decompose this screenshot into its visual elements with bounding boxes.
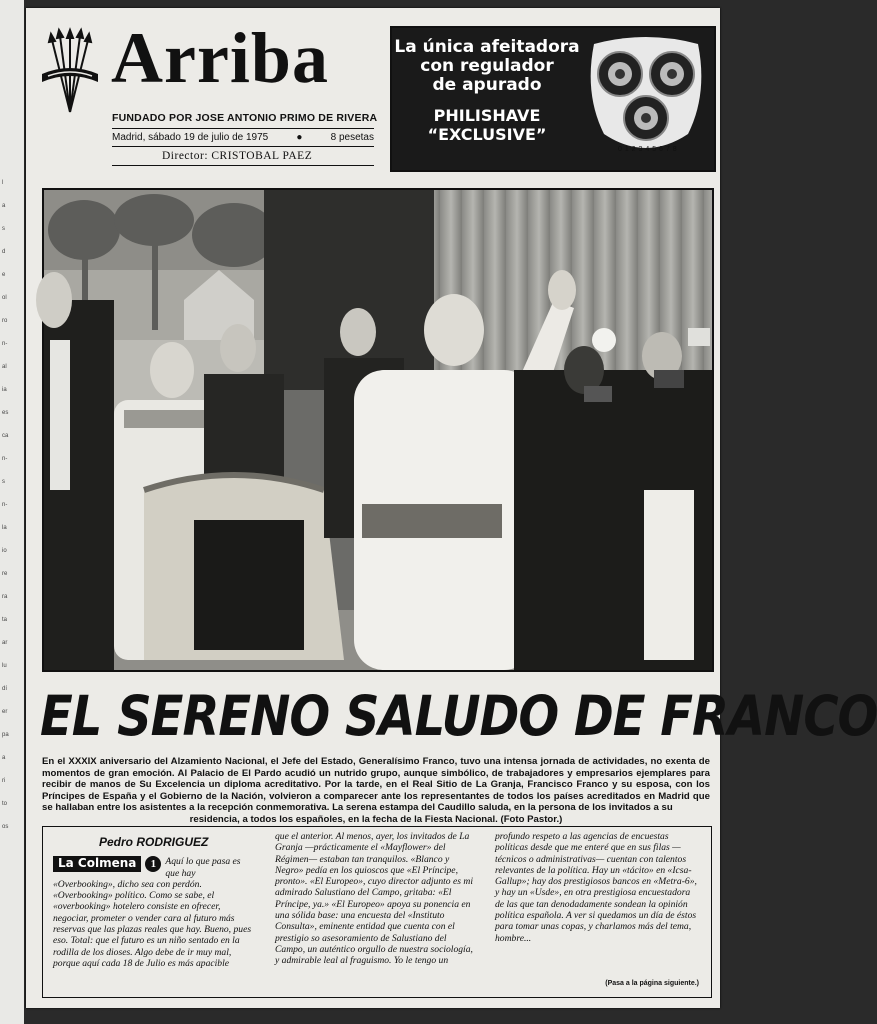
- ad-dial-scale: 0 1 2 3 4 5 6 7 8: [618, 146, 678, 153]
- continued-note: (Pasa a la página siguiente.): [605, 980, 699, 987]
- previous-page-fragment: io: [2, 548, 7, 554]
- column-1-text: Aquí lo que pasa es que hay «Overbooking», dicho sea con perdón. «Overbooking» político. Como se sabe, el «overbooking» hotelero consiste en ofrecer, negociar, prometer o vender cara al futuro más reservas que las plazas reales que hay. Bueno, pues eso. Total: que el futuro es un niño sentado en la rodilla de los dioses. Algo debe de ir muy mal, porque aquí cada 18 de Julio es más apacible: [53, 856, 252, 969]
- la-colmena-article: [42, 826, 712, 998]
- front-page-photo: [42, 188, 714, 672]
- director-line: Director: CRISTOBAL PAEZ: [162, 150, 313, 162]
- previous-page-fragment: ar: [2, 640, 8, 646]
- previous-page-edge: [0, 0, 24, 1024]
- dateline: [112, 132, 374, 143]
- previous-page-fragment: ro: [2, 318, 8, 324]
- previous-page-fragment: er: [2, 709, 8, 715]
- previous-page-fragment: l: [2, 180, 4, 186]
- previous-page-fragment: ca: [2, 433, 9, 439]
- column-name-badge: La Colmena: [53, 856, 141, 871]
- issue-date: Madrid, sábado 19 de julio de 1975: [112, 132, 269, 143]
- shaver-head-icon: [584, 34, 708, 164]
- previous-page-fragment: ra: [2, 594, 8, 600]
- previous-page-fragment: ia: [2, 387, 7, 393]
- ad-line: con regulador: [420, 56, 554, 76]
- previous-page-fragment: al: [2, 364, 7, 370]
- article-column-3: profundo respeto a las agencias de encuestas políticas desde que me enteré que en sus filas —técnicos o administrativas— cuentan con talentos relevantes de la política. Hay un «tácito» en «Icsa-Gallup»; hay dos prestigiosos bancos en «Metra-6», y hay un «Usde», en otra prestigiosa encuestadora de las que tan denodadamente sondean la opinión política española. A ver si quedamos un día de éstos para tomar unas copas, y charlamos más del tema, hombre...: [495, 831, 697, 944]
- previous-page-fragment: e: [2, 272, 6, 278]
- photo-caption: [42, 756, 710, 826]
- previous-page-fragment: a: [2, 203, 6, 209]
- previous-page-fragment: d: [2, 249, 6, 255]
- previous-page-fragment: s: [2, 479, 5, 485]
- philishave-advertisement: [390, 26, 716, 172]
- article-column-2: que el anterior. Al menos, ayer, los invitados de La Granja —prácticamente el «Mayflower» del Régimen— estaban tan tranquilos. «Blanco y Negro» pedía en los quioscos que «El Príncipe, pronto». «El Europeo», cuyo director adjunto es mi admirado Salustiano del Campo, gritaba: «El Príncipe, ya.» «El Europeo» apoya su ponencia en una sólida base: una encuesta del «Instituto Consulta», eminente entidad que cuenta con el prestigio so asesoramiento de Salustiano del Campo, un auténtico orgullo de nuestra sociología, y admirable leal al fraguismo. Yo le tengo un: [275, 831, 473, 967]
- previous-page-fragment: dí: [2, 686, 8, 692]
- yoke-and-arrows-emblem-icon: [40, 30, 100, 114]
- column-logo: [53, 856, 161, 872]
- article-column-1: [53, 831, 255, 969]
- previous-page-fragment: pa: [2, 732, 9, 738]
- officer-white-uniform: [150, 342, 194, 398]
- previous-page-fragment: to: [2, 801, 8, 807]
- ad-brand-model: “EXCLUSIVE”: [427, 125, 547, 144]
- ad-copy: [392, 38, 582, 144]
- masthead-rule: [112, 146, 374, 147]
- previous-page-fragment: os: [2, 824, 9, 830]
- masthead-rule: [112, 128, 374, 129]
- previous-page-fragment: es: [2, 410, 9, 416]
- previous-page-fragment: ta: [2, 617, 8, 623]
- previous-page-fragment: ol: [2, 295, 7, 301]
- previous-page-fragment: a: [2, 755, 6, 761]
- article-author: Pedro RODRIGUEZ: [99, 835, 209, 849]
- article-number: 1: [145, 856, 161, 872]
- ad-line: de apurado: [432, 75, 542, 95]
- main-headline: EL SERENO SALUDO DE FRANCO: [40, 684, 877, 749]
- previous-page-fragment: ri: [2, 778, 6, 784]
- previous-page-text-fragments: [2, 180, 20, 847]
- previous-page-fragment: n-: [2, 341, 8, 347]
- previous-page-fragment: n-: [2, 456, 8, 462]
- previous-page-fragment: s: [2, 226, 5, 232]
- ad-brand: PHILISHAVE: [433, 106, 541, 125]
- previous-page-fragment: n-: [2, 502, 8, 508]
- caption-last-line: residencia, a todos los españoles, en la fecha de la Fiesta Nacional. (Foto Pastor.): [189, 813, 563, 825]
- previous-page-fragment: re: [2, 571, 8, 577]
- issue-price: 8 pesetas: [330, 132, 374, 143]
- caption-body: En el XXXIX aniversario del Alzamiento Nacional, el Jefe del Estado, Generalísimo Franco, tuvo una intensa jornada de actividades, no exenta de momentos de gran emoción. Al Palacio de El Pardo acudió un nutrido grupo, aunque simbólico, de trabajadores y empresarios ejemplares para recibir de manos de Su Excelencia un diploma acreditativo. Por la tarde, en el Real Sitio de La Granja, Francisco Franco y su esposa, con los Príncipes de España y el Gobierno de la Nación, volvieron a comparecer ante los representantes de todos los países acreditados en Madrid que se hallaban entre los asistentes a la recepción conmemorativa. La serena estampa del Caudillo saluda, en la persona de los invitados a su: [42, 756, 710, 814]
- previous-page-fragment: la: [2, 525, 7, 531]
- ceremony-scene: [44, 190, 712, 670]
- masthead-rule: [112, 165, 374, 166]
- newspaper-front-page: [26, 8, 877, 1008]
- newspaper-title: Arriba: [111, 18, 329, 98]
- ad-line: La única afeitadora: [394, 37, 580, 57]
- previous-page-fragment: lu: [2, 663, 7, 669]
- founder-line: FUNDADO POR JOSE ANTONIO PRIMO DE RIVERA: [112, 112, 378, 124]
- separator-dot-icon: ●: [296, 132, 303, 143]
